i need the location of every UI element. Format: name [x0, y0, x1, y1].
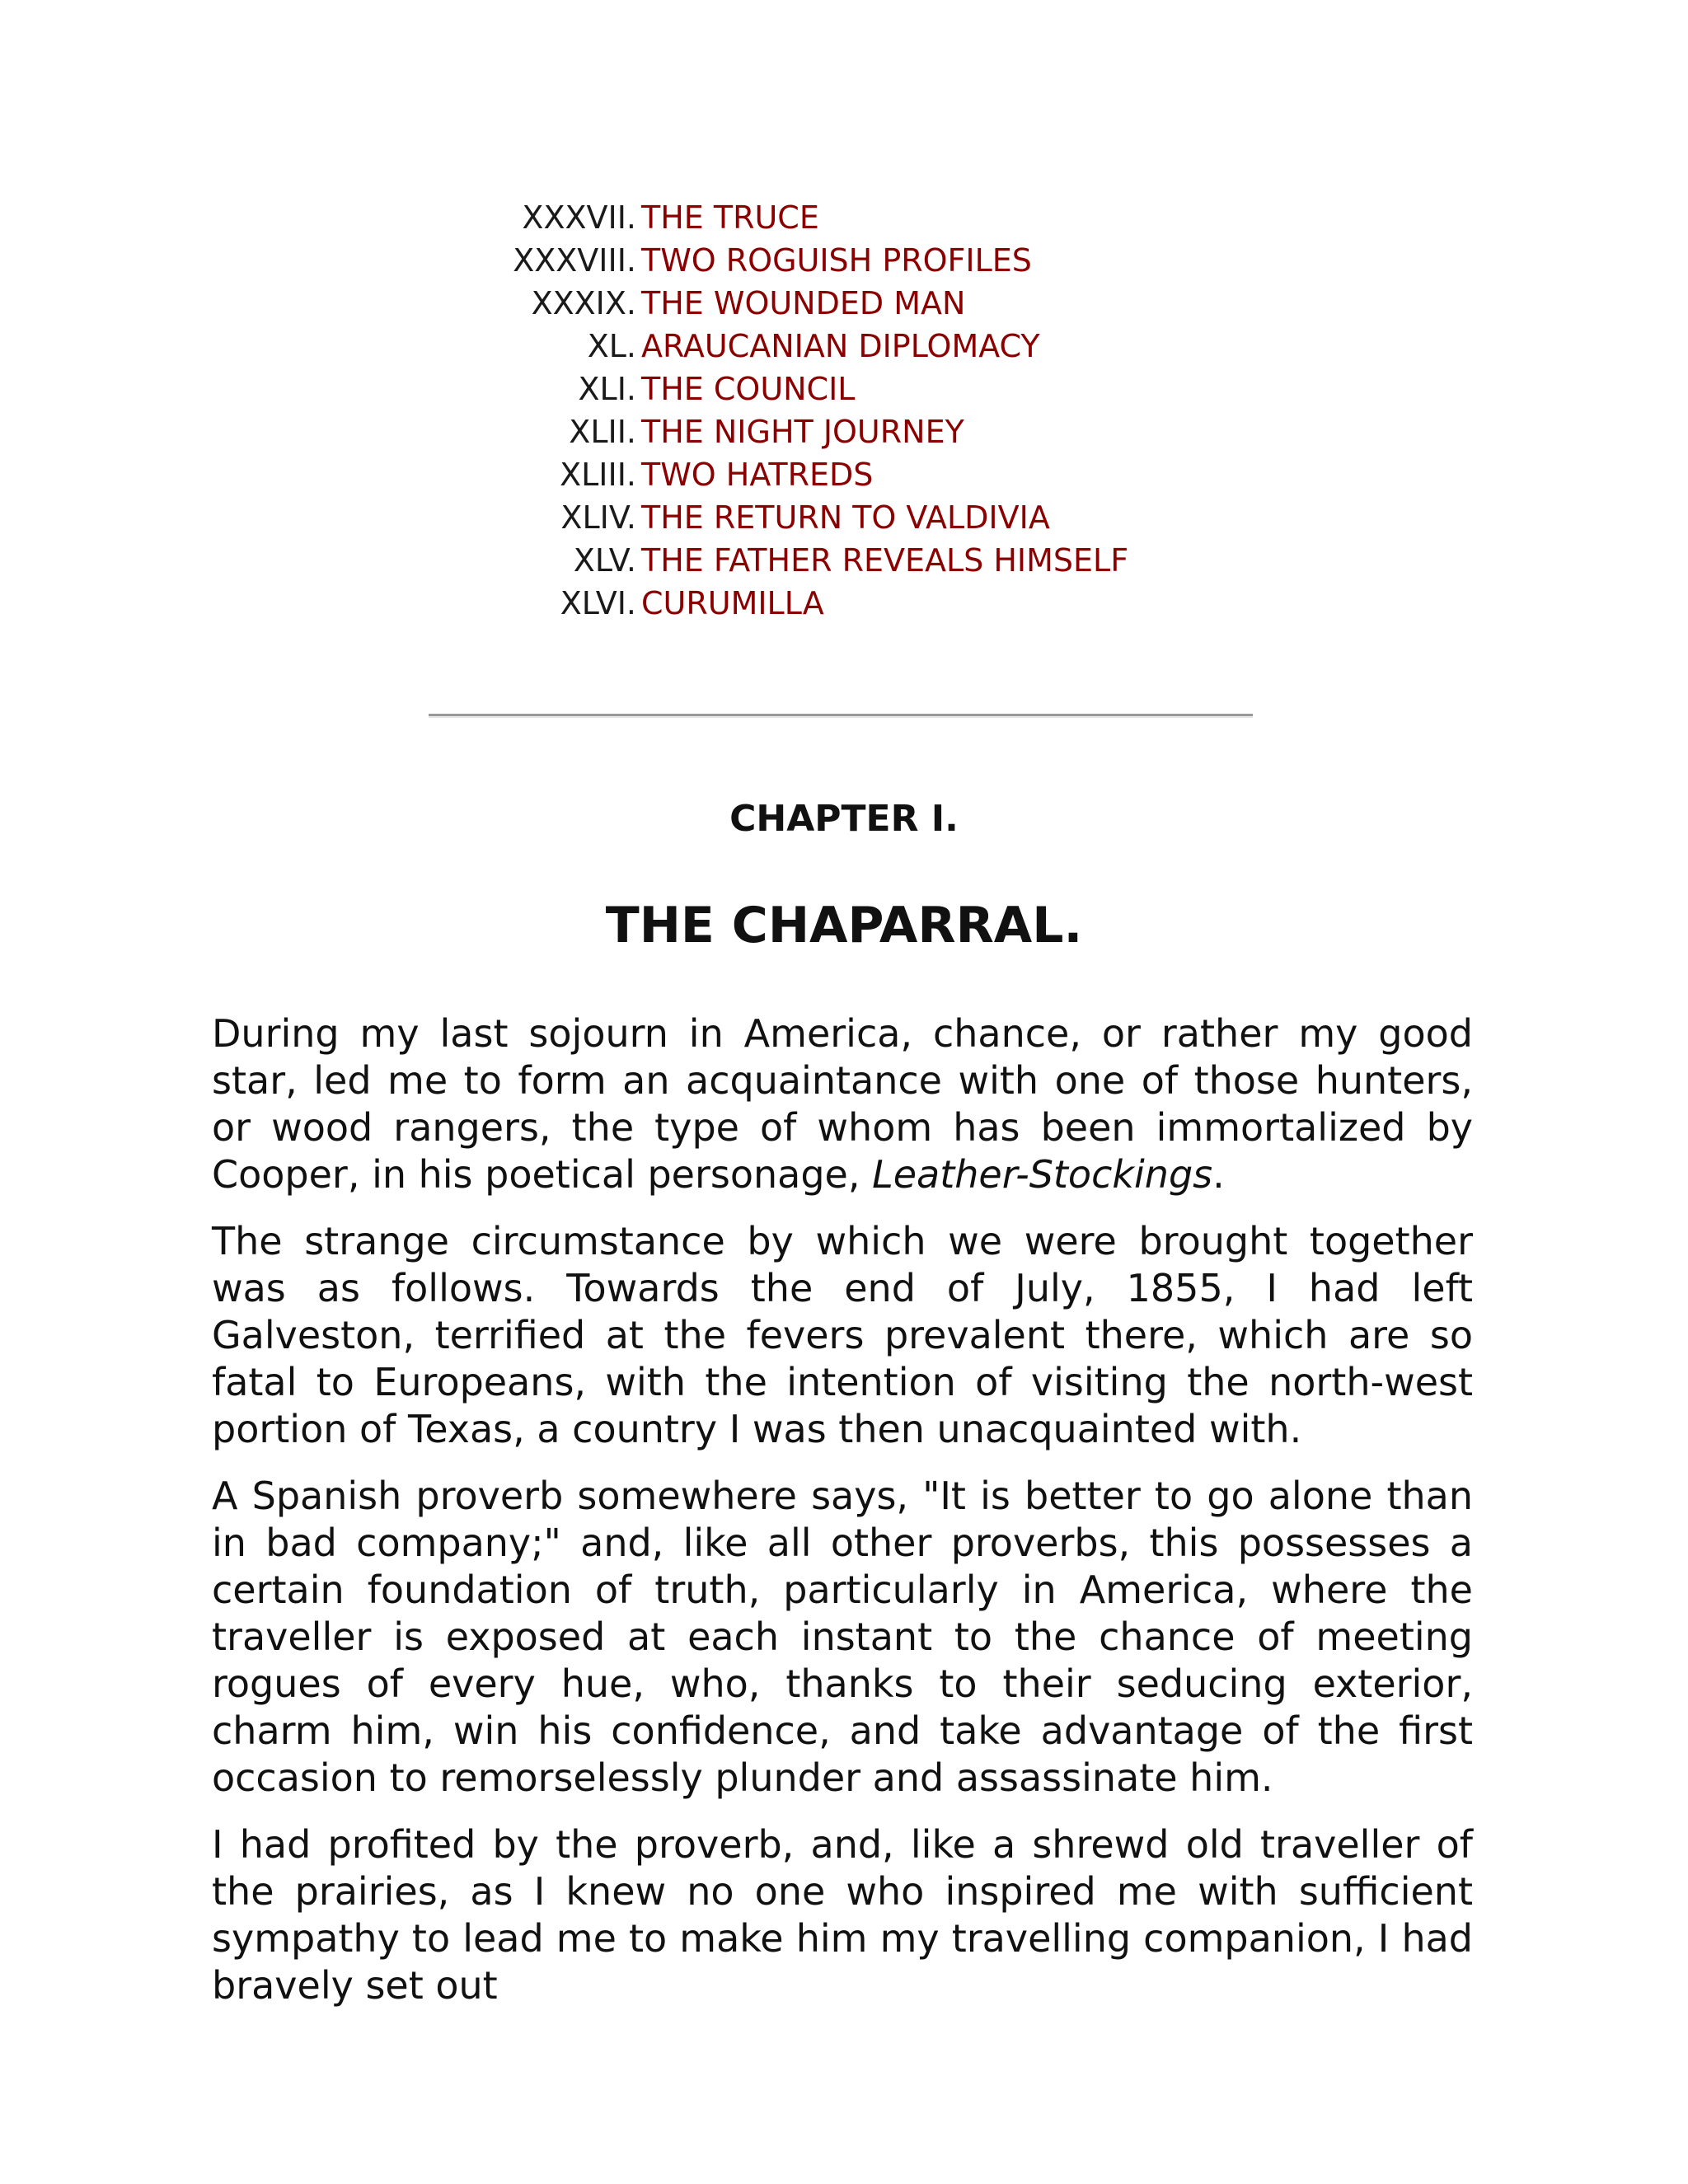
toc-row: [0, 582, 1688, 625]
toc-row: [0, 239, 1688, 282]
chapter-number: CHAPTER I.: [729, 798, 959, 840]
toc-chapter-number: XXXVIII.: [513, 242, 636, 279]
chapter-body: [212, 1010, 1473, 2029]
toc-row: [0, 196, 1688, 239]
toc-chapter-number: XLII.: [569, 414, 636, 450]
paragraph-1-italic: Leather-Stockings: [872, 1152, 1213, 1197]
toc-chapter-number: XLI.: [578, 371, 636, 407]
toc-chapter-link[interactable]: THE COUNCIL: [641, 371, 856, 407]
toc-chapter-link[interactable]: THE WOUNDED MAN: [641, 285, 966, 321]
toc-chapter-number: XL.: [587, 328, 636, 364]
toc-chapter-number: XLIV.: [560, 499, 636, 536]
toc-chapter-number: XXXIX.: [531, 285, 636, 321]
toc-row: [0, 496, 1688, 539]
table-of-contents: [0, 196, 1688, 625]
toc-row: [0, 368, 1688, 410]
toc-chapter-number: XLV.: [573, 542, 636, 579]
toc-chapter-link[interactable]: THE NIGHT JOURNEY: [641, 414, 964, 450]
paragraph-2: The strange circumstance by which we were brought together was as follows. Towards the end of July, 1855, I had left Galveston, terrified at the fevers prevalent there, which are so fatal to Europeans, with the intention of visiting the north-west portion of Texas, a country I was then unacquainted with.: [212, 1219, 1473, 1451]
toc-row: [0, 453, 1688, 496]
paragraph-1-text: During my last sojourn in America, chance, or rather my good star, led me to form an acquaintance with one of those hunters, or wood rangers, the type of whom has been immortalized by Cooper, in his poetical personage,: [212, 1011, 1473, 1197]
toc-chapter-link[interactable]: CURUMILLA: [641, 585, 824, 621]
toc-row: [0, 410, 1688, 453]
toc-chapter-link[interactable]: TWO HATREDS: [641, 457, 874, 493]
paragraph-3: A Spanish proverb somewhere says, "It is better to go alone than in bad company;" and, like all other proverbs, this possesses a certain foundation of truth, particularly in America, where the traveller is exposed at each instant to the chance of meeting rogues of every hue, who, thanks to their seducing exterior, charm him, win his confidence, and take advantage of the first occasion to remorselessly plunder and assassinate him.: [212, 1474, 1473, 1800]
toc-chapter-number: XLVI.: [560, 585, 636, 621]
paragraph-4: I had profited by the proverb, and, like a shrewd old traveller of the prairies, as I knew no one who inspired me with sufficient sympathy to lead me to make him my travelling companion, I had bravely set out: [212, 1822, 1473, 2008]
toc-chapter-link[interactable]: ARAUCANIAN DIPLOMACY: [641, 328, 1040, 364]
toc-chapter-link[interactable]: TWO ROGUISH PROFILES: [641, 242, 1032, 279]
paragraph-1: [212, 1010, 1473, 1198]
toc-row: [0, 539, 1688, 582]
toc-chapter-link[interactable]: THE FATHER REVEALS HIMSELF: [641, 542, 1129, 579]
horizontal-rule: [429, 714, 1253, 718]
toc-chapter-link[interactable]: THE RETURN TO VALDIVIA: [641, 499, 1050, 536]
paragraph-1-end: .: [1212, 1152, 1225, 1197]
toc-row: [0, 325, 1688, 368]
toc-chapter-number: XLIII.: [560, 457, 636, 493]
toc-row: [0, 282, 1688, 325]
chapter-title: THE CHAPARRAL.: [605, 897, 1083, 954]
toc-chapter-number: XXXVII.: [522, 199, 636, 236]
toc-chapter-link[interactable]: THE TRUCE: [641, 199, 819, 236]
